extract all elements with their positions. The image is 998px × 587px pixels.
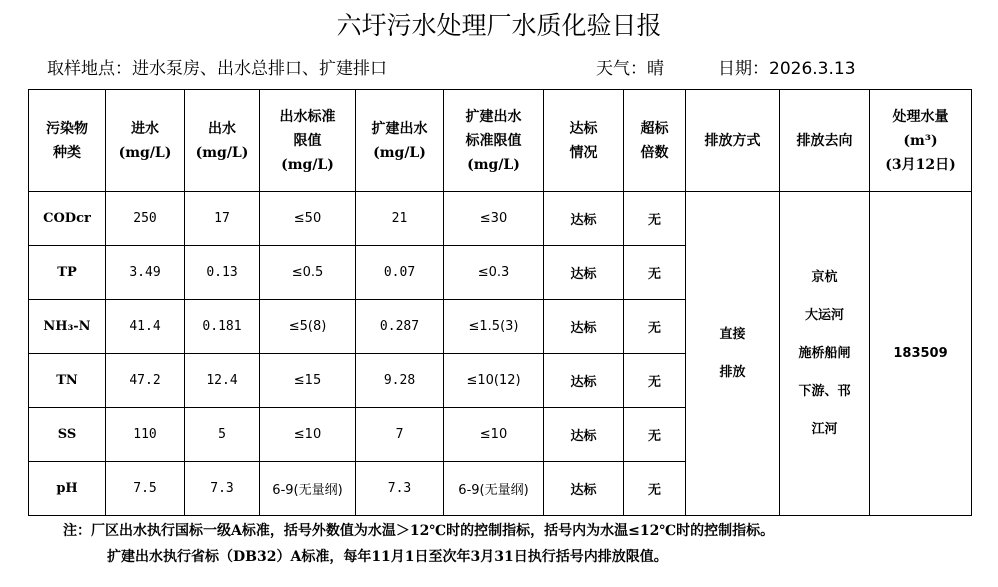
- compliance-status: 达标: [544, 300, 624, 354]
- extension-effluent-value: 0.07: [356, 246, 444, 300]
- column-header-line: 标准限值: [465, 132, 522, 149]
- discharge-method-line: 直接: [719, 326, 746, 342]
- column-header: [624, 90, 686, 192]
- exceedance-multiple: 无: [624, 246, 686, 300]
- column-header-line: 超标: [640, 120, 669, 137]
- pollutant-name: CODcr: [29, 192, 106, 246]
- column-header: [870, 90, 972, 192]
- water-quality-table: [28, 89, 972, 516]
- column-header-line: 出水: [208, 120, 236, 137]
- column-header-line: (mg/L): [281, 156, 334, 173]
- effluent-value: 17: [185, 192, 260, 246]
- column-header-line: 处理水量: [892, 108, 949, 125]
- column-header: [185, 90, 260, 192]
- column-header: [356, 90, 444, 192]
- effluent-value: 5: [185, 408, 260, 462]
- extension-limit: 6-9(无量纲): [444, 462, 544, 516]
- influent-value: 47.2: [106, 354, 185, 408]
- effluent-limit: ≤50: [260, 192, 356, 246]
- table-header-row: [29, 90, 972, 192]
- effluent-value: 12.4: [185, 354, 260, 408]
- column-header-line: 达标: [569, 120, 598, 137]
- influent-value: 41.4: [106, 300, 185, 354]
- column-header-line: (mg/L): [195, 144, 249, 161]
- pollutant-name: TP: [29, 246, 106, 300]
- column-header-line: 排放去向: [796, 132, 853, 149]
- exceedance-multiple: 无: [624, 408, 686, 462]
- column-header: [444, 90, 544, 192]
- column-header: [29, 90, 106, 192]
- compliance-status: 达标: [544, 408, 624, 462]
- exceedance-multiple: 无: [624, 354, 686, 408]
- pollutant-name: SS: [29, 408, 106, 462]
- effluent-limit: ≤10: [260, 408, 356, 462]
- column-header-line: 限值: [293, 132, 322, 149]
- column-header: [106, 90, 185, 192]
- column-header-line: 扩建出水: [371, 120, 428, 137]
- extension-effluent-value: 7: [356, 408, 444, 462]
- discharge-method-line: 排放: [719, 364, 746, 380]
- column-header-line: (mg/L): [373, 144, 426, 161]
- compliance-status: 达标: [544, 354, 624, 408]
- influent-value: 110: [106, 408, 185, 462]
- column-header-line: 情况: [569, 144, 598, 161]
- discharge-destination-line: 施桥船闸: [798, 345, 851, 361]
- column-header-line: 进水: [131, 120, 159, 137]
- extension-effluent-value: 0.287: [356, 300, 444, 354]
- column-header: [260, 90, 356, 192]
- influent-value: 250: [106, 192, 185, 246]
- column-header-line: (m³): [903, 132, 938, 149]
- column-header: [686, 90, 780, 192]
- effluent-limit: ≤0.5: [260, 246, 356, 300]
- column-header-line: 种类: [53, 144, 81, 161]
- extension-effluent-value: 21: [356, 192, 444, 246]
- column-header-line: 污染物: [46, 120, 88, 137]
- extension-effluent-value: 9.28: [356, 354, 444, 408]
- effluent-limit: 6-9(无量纲): [260, 462, 356, 516]
- column-header-line: 出水标准: [279, 108, 336, 125]
- column-header-line: (mg/L): [467, 156, 520, 173]
- column-header: [544, 90, 624, 192]
- extension-limit: ≤1.5(3): [444, 300, 544, 354]
- effluent-value: 0.181: [185, 300, 260, 354]
- column-header: [780, 90, 870, 192]
- column-header-line: 倍数: [640, 144, 669, 161]
- extension-limit: ≤10: [444, 408, 544, 462]
- compliance-status: 达标: [544, 462, 624, 516]
- pollutant-name: pH: [29, 462, 106, 516]
- discharge-destination-line: 下游、邗: [798, 383, 851, 399]
- discharge-method: [686, 192, 780, 516]
- pollutant-name: NH₃-N: [29, 300, 106, 354]
- effluent-limit: ≤15: [260, 354, 356, 408]
- extension-limit: ≤0.3: [444, 246, 544, 300]
- extension-limit: ≤30: [444, 192, 544, 246]
- discharge-destination-line: 京杭: [811, 269, 838, 285]
- effluent-limit: ≤5(8): [260, 300, 356, 354]
- sampling-location: 取样地点：进水泵房、出水总排口、扩建排口: [47, 59, 387, 79]
- extension-effluent-value: 7.3: [356, 462, 444, 516]
- column-header-line: 扩建出水: [465, 108, 522, 125]
- column-header-line: 排放方式: [704, 132, 761, 149]
- influent-value: 3.49: [106, 246, 185, 300]
- pollutant-name: TN: [29, 354, 106, 408]
- exceedance-multiple: 无: [624, 192, 686, 246]
- extension-limit: ≤10(12): [444, 354, 544, 408]
- effluent-value: 0.13: [185, 246, 260, 300]
- column-header-line: (3月12日): [885, 156, 956, 173]
- effluent-value: 7.3: [185, 462, 260, 516]
- weather: 天气：晴: [596, 59, 664, 79]
- column-header-line: (mg/L): [118, 144, 172, 161]
- table-row: [29, 192, 972, 246]
- report-title: 六圩污水处理厂水质化验日报: [336, 11, 662, 40]
- exceedance-multiple: 无: [624, 462, 686, 516]
- discharge-destination: [780, 192, 870, 516]
- compliance-status: 达标: [544, 192, 624, 246]
- exceedance-multiple: 无: [624, 300, 686, 354]
- note-line-1: 注：厂区出水执行国标一级A标准，括号外数值为水温＞12℃时的控制指标，括号内为水温≤12℃时的控制指标。: [63, 523, 775, 539]
- report-date: 日期：2026.3.13: [718, 59, 856, 79]
- note-line-2: 扩建出水执行省标（DB32）A标准，每年11月1日至次年3月31日执行括号内排放限值。: [107, 549, 668, 565]
- treated-volume: 183509: [870, 192, 972, 516]
- discharge-destination-line: 大运河: [804, 307, 844, 323]
- discharge-destination-line: 江河: [811, 421, 838, 437]
- compliance-status: 达标: [544, 246, 624, 300]
- influent-value: 7.5: [106, 462, 185, 516]
